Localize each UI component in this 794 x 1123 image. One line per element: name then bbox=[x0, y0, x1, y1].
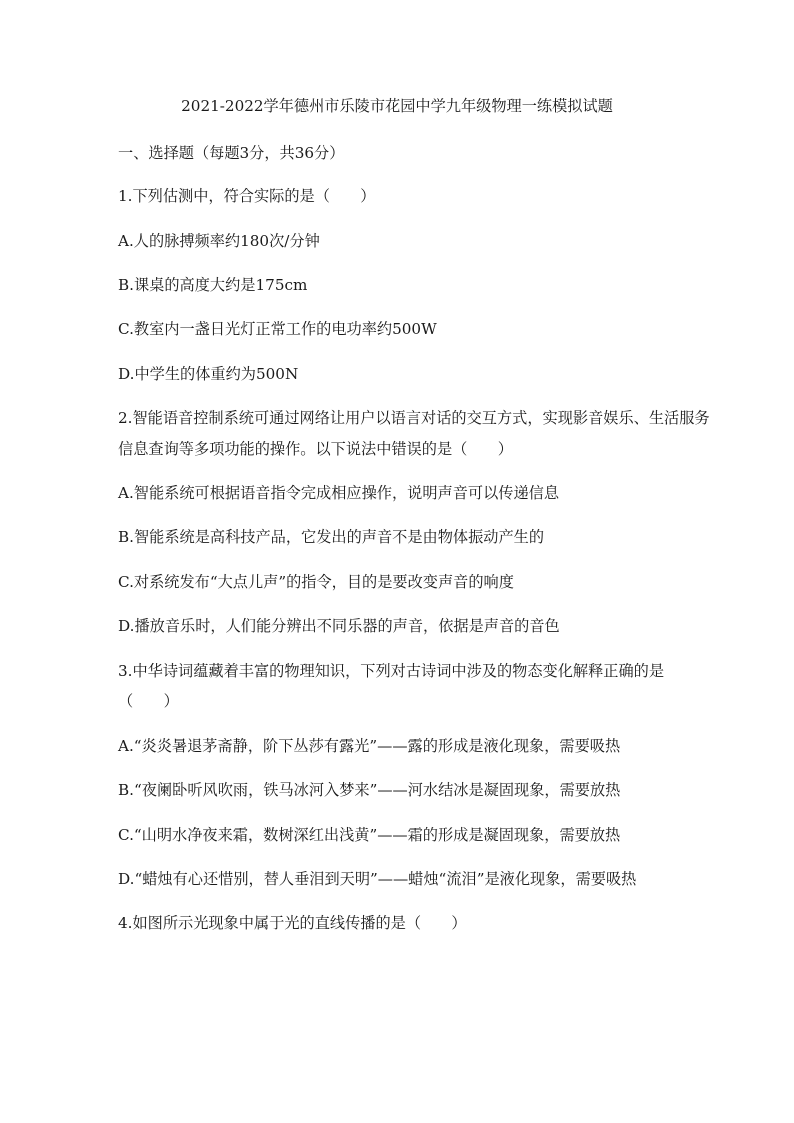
question-1-option-c: C.教室内一盏日光灯正常工作的电功率约500W bbox=[118, 320, 437, 338]
question-3-stem-line-2: （ ） bbox=[118, 692, 179, 710]
question-3-option-b: B.“夜阑卧听风吹雨，铁马冰河入梦来”——河水结冰是凝固现象，需要放热 bbox=[118, 781, 621, 799]
question-3-option-a: A.“炎炎暑退茅斋静，阶下丛莎有露光”——露的形成是液化现象，需要吸热 bbox=[118, 737, 621, 755]
question-2-stem-line-2: 信息查询等多项功能的操作。以下说法中错误的是（ ） bbox=[118, 440, 513, 458]
question-2-option-d: D.播放音乐时，人们能分辨出不同乐器的声音，依据是声音的音色 bbox=[118, 617, 560, 635]
question-2-option-b: B.智能系统是高科技产品，它发出的声音不是由物体振动产生的 bbox=[118, 528, 545, 546]
question-2-option-c: C.对系统发布“大点儿声”的指令，目的是要改变声音的响度 bbox=[118, 573, 514, 591]
question-4-stem: 4.如图所示光现象中属于光的直线传播的是（ ） bbox=[118, 914, 467, 932]
question-1-option-a: A.人的脉搏频率约180次/分钟 bbox=[118, 232, 320, 250]
question-1-option-b: B.课桌的高度大约是175cm bbox=[118, 276, 308, 294]
question-1-stem: 1.下列估测中，符合实际的是（ ） bbox=[118, 187, 376, 205]
page-title: 2021-2022学年德州市乐陵市花园中学九年级物理一练模拟试题 bbox=[181, 97, 613, 115]
question-3-option-c: C.“山明水净夜来霜，数树深红出浅黄”——霜的形成是凝固现象，需要放热 bbox=[118, 826, 621, 844]
question-2-option-a: A.智能系统可根据语音指令完成相应操作，说明声音可以传递信息 bbox=[118, 484, 560, 502]
question-1-option-d: D.中学生的体重约为500N bbox=[118, 365, 299, 383]
question-2-stem-line-1: 2.智能语音控制系统可通过网络让用户以语言对话的交互方式，实现影音娱乐、生活服务 bbox=[118, 409, 710, 427]
question-3-stem-line-1: 3.中华诗词蕴藏着丰富的物理知识，下列对古诗词中涉及的物态变化解释正确的是 bbox=[118, 662, 665, 680]
question-3-option-d: D.“蜡烛有心还惜别，替人垂泪到天明”——蜡烛“流泪”是液化现象，需要吸热 bbox=[118, 870, 637, 888]
section-heading: 一、选择题（每题3分，共36分） bbox=[118, 144, 345, 162]
